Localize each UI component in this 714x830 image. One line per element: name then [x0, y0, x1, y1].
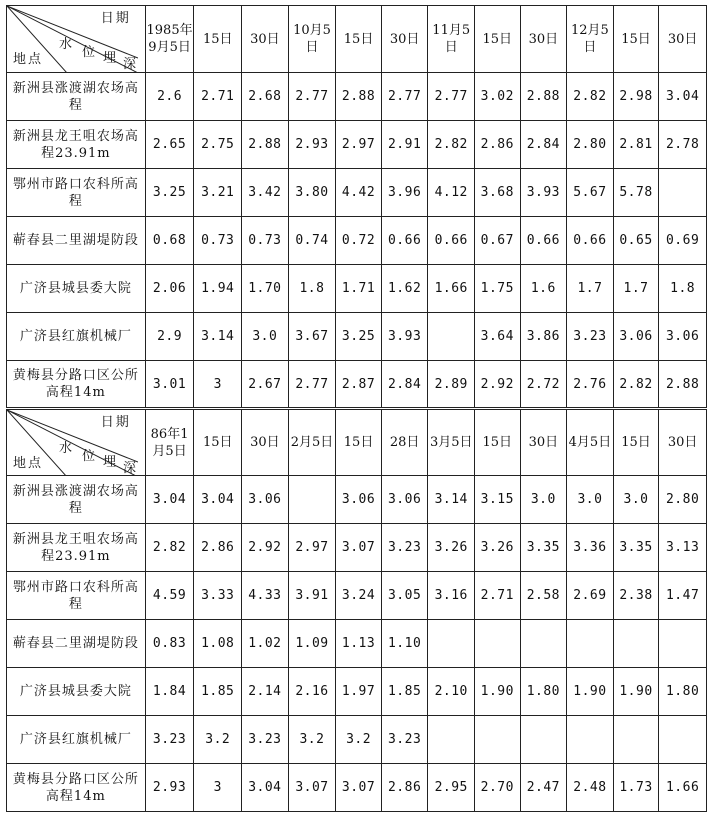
value-cell: 3.93: [520, 169, 567, 217]
header-corner-cell: [7, 409, 146, 476]
value-cell: 2.92: [475, 361, 521, 409]
value-cell: 2.81: [613, 121, 659, 169]
value-cell: 3.06: [381, 476, 428, 524]
location-cell: 广济县红旗机械厂: [7, 313, 146, 361]
value-cell: 3.42: [242, 169, 289, 217]
location-cell: 鄂州市路口农科所高程: [7, 169, 146, 217]
value-cell: 3.23: [381, 716, 428, 764]
value-cell: 3.2: [194, 716, 242, 764]
value-cell: 3.0: [520, 476, 567, 524]
value-cell: 3.23: [381, 524, 428, 572]
value-cell: 3.23: [242, 716, 289, 764]
location-cell: 黄梅县分路口区公所高程14m: [7, 764, 146, 812]
date-header-cell: 15日: [194, 6, 242, 73]
value-cell: 1.90: [567, 668, 614, 716]
date-header-cell: 30日: [520, 6, 567, 73]
value-cell: 2.89: [428, 361, 475, 409]
value-cell: 2.97: [288, 524, 336, 572]
table-row: [7, 572, 707, 620]
value-cell: 1.66: [428, 265, 475, 313]
water-table-document: [6, 5, 707, 812]
value-cell: 3.01: [145, 361, 194, 409]
value-cell: 2.91: [381, 121, 428, 169]
value-cell: 3.25: [145, 169, 194, 217]
value-cell: 0.72: [336, 217, 382, 265]
value-cell: 3.96: [381, 169, 428, 217]
value-cell: 2.86: [475, 121, 521, 169]
value-cell: 0.67: [475, 217, 521, 265]
value-cell: [428, 313, 475, 361]
location-cell: 蕲春县二里湖堤防段: [7, 620, 146, 668]
value-cell: 1.97: [336, 668, 382, 716]
value-cell: 2.9: [145, 313, 194, 361]
value-cell: 0.66: [381, 217, 428, 265]
value-cell: 3.35: [613, 524, 659, 572]
value-cell: 2.80: [659, 476, 707, 524]
value-cell: 2.93: [145, 764, 194, 812]
value-cell: 3.04: [194, 476, 242, 524]
date-header-cell: 15日: [194, 409, 242, 476]
date-header-cell: 15日: [613, 6, 659, 73]
value-cell: 2.48: [567, 764, 614, 812]
value-cell: 1.94: [194, 265, 242, 313]
value-cell: 2.82: [428, 121, 475, 169]
value-cell: 2.75: [194, 121, 242, 169]
value-cell: 2.88: [242, 121, 289, 169]
value-cell: 3.14: [428, 476, 475, 524]
value-cell: 2.6: [145, 73, 194, 121]
location-cell: 广济县红旗机械厂: [7, 716, 146, 764]
date-header-cell: 15日: [336, 409, 382, 476]
header-row: [7, 409, 707, 476]
value-cell: 1.10: [381, 620, 428, 668]
value-cell: 2.68: [242, 73, 289, 121]
value-cell: 2.88: [336, 73, 382, 121]
value-cell: 2.14: [242, 668, 289, 716]
value-cell: 2.98: [613, 73, 659, 121]
value-cell: 0.66: [567, 217, 614, 265]
header-row: [7, 6, 707, 73]
value-cell: 3: [194, 361, 242, 409]
value-cell: 3.86: [520, 313, 567, 361]
value-cell: 1.7: [613, 265, 659, 313]
value-cell: 1.09: [288, 620, 336, 668]
value-cell: 3.67: [288, 313, 336, 361]
value-cell: 3.06: [336, 476, 382, 524]
corner-bury-label: 埋: [103, 51, 117, 66]
date-header-cell: 28日: [381, 409, 428, 476]
value-cell: 0.83: [145, 620, 194, 668]
value-cell: [520, 716, 567, 764]
value-cell: 3.36: [567, 524, 614, 572]
corner-date-label: 日期: [100, 415, 131, 430]
corner-date-label: 日期: [100, 11, 131, 26]
date-header-cell: 15日: [475, 409, 521, 476]
value-cell: 1.66: [659, 764, 707, 812]
corner-depth-label: 深: [123, 461, 137, 476]
value-cell: 1.80: [520, 668, 567, 716]
value-cell: 2.71: [475, 572, 521, 620]
date-header-cell: 30日: [520, 409, 567, 476]
value-cell: 2.78: [659, 121, 707, 169]
table-row: [7, 764, 707, 812]
date-header-cell: 1985年9月5日: [145, 6, 194, 73]
corner-level-label: 位: [82, 45, 96, 60]
corner-depth-label: 深: [123, 57, 137, 72]
value-cell: 3: [194, 764, 242, 812]
date-header-cell: 15日: [613, 409, 659, 476]
value-cell: 3.68: [475, 169, 521, 217]
date-header-cell: 86年1月5日: [145, 409, 194, 476]
value-cell: 2.47: [520, 764, 567, 812]
value-cell: 2.77: [288, 73, 336, 121]
value-cell: 1.13: [336, 620, 382, 668]
groundwater-depth-table: [6, 5, 707, 812]
value-cell: 2.80: [567, 121, 614, 169]
value-cell: 1.7: [567, 265, 614, 313]
date-header-cell: 30日: [242, 6, 289, 73]
value-cell: 2.82: [567, 73, 614, 121]
value-cell: 1.90: [613, 668, 659, 716]
value-cell: 3.26: [475, 524, 521, 572]
table-row: [7, 620, 707, 668]
location-cell: 黄梅县分路口区公所高程14m: [7, 361, 146, 409]
value-cell: [428, 620, 475, 668]
value-cell: 0.66: [428, 217, 475, 265]
date-header-cell: 4月5日: [567, 409, 614, 476]
location-cell: 新洲县龙王咀农场高程23.91m: [7, 121, 146, 169]
date-header-cell: 10月5日: [288, 6, 336, 73]
value-cell: 3.05: [381, 572, 428, 620]
value-cell: 3.64: [475, 313, 521, 361]
value-cell: 3.93: [381, 313, 428, 361]
value-cell: 2.65: [145, 121, 194, 169]
value-cell: 2.84: [381, 361, 428, 409]
value-cell: 4.59: [145, 572, 194, 620]
value-cell: 1.62: [381, 265, 428, 313]
table-row: [7, 524, 707, 572]
value-cell: [567, 716, 614, 764]
value-cell: 2.06: [145, 265, 194, 313]
corner-place-label: 地点: [13, 456, 44, 471]
value-cell: 3.2: [336, 716, 382, 764]
value-cell: [659, 169, 707, 217]
value-cell: 2.72: [520, 361, 567, 409]
value-cell: 0.74: [288, 217, 336, 265]
corner-place-label: 地点: [13, 52, 44, 67]
value-cell: 3.0: [613, 476, 659, 524]
value-cell: [520, 620, 567, 668]
value-cell: 5.78: [613, 169, 659, 217]
table-row: [7, 716, 707, 764]
value-cell: 1.71: [336, 265, 382, 313]
corner-water-label: 水: [59, 37, 73, 52]
value-cell: 1.02: [242, 620, 289, 668]
value-cell: [428, 716, 475, 764]
value-cell: 0.73: [242, 217, 289, 265]
value-cell: [288, 476, 336, 524]
value-cell: 3.06: [613, 313, 659, 361]
value-cell: 2.71: [194, 73, 242, 121]
value-cell: 2.38: [613, 572, 659, 620]
value-cell: 3.06: [659, 313, 707, 361]
table-row: [7, 361, 707, 409]
value-cell: 0.68: [145, 217, 194, 265]
location-cell: 广济县城县委大院: [7, 265, 146, 313]
value-cell: 3.07: [288, 764, 336, 812]
value-cell: [475, 620, 521, 668]
value-cell: 2.16: [288, 668, 336, 716]
value-cell: 3.07: [336, 524, 382, 572]
value-cell: 3.06: [242, 476, 289, 524]
value-cell: 1.90: [475, 668, 521, 716]
value-cell: 3.04: [659, 73, 707, 121]
value-cell: [659, 716, 707, 764]
value-cell: 1.47: [659, 572, 707, 620]
value-cell: [659, 620, 707, 668]
value-cell: 2.10: [428, 668, 475, 716]
value-cell: 1.8: [659, 265, 707, 313]
value-cell: 2.82: [145, 524, 194, 572]
date-header-cell: 30日: [659, 6, 707, 73]
location-cell: 新洲县龙王咀农场高程23.91m: [7, 524, 146, 572]
value-cell: 4.42: [336, 169, 382, 217]
value-cell: 2.86: [381, 764, 428, 812]
value-cell: 2.88: [520, 73, 567, 121]
value-cell: 0.66: [520, 217, 567, 265]
value-cell: 2.84: [520, 121, 567, 169]
value-cell: 3.0: [567, 476, 614, 524]
value-cell: 3.23: [567, 313, 614, 361]
value-cell: 0.65: [613, 217, 659, 265]
value-cell: 3.35: [520, 524, 567, 572]
value-cell: 3.23: [145, 716, 194, 764]
date-header-cell: 30日: [381, 6, 428, 73]
value-cell: 1.85: [381, 668, 428, 716]
value-cell: 3.15: [475, 476, 521, 524]
corner-level-label: 位: [82, 449, 96, 464]
corner-bury-label: 埋: [103, 455, 117, 470]
value-cell: 4.33: [242, 572, 289, 620]
value-cell: 2.77: [288, 361, 336, 409]
date-header-cell: 12月5日: [567, 6, 614, 73]
date-header-cell: 11月5日: [428, 6, 475, 73]
value-cell: 1.84: [145, 668, 194, 716]
header-corner-cell: [7, 6, 146, 73]
table-row: [7, 265, 707, 313]
value-cell: 1.70: [242, 265, 289, 313]
value-cell: 3.80: [288, 169, 336, 217]
value-cell: [567, 620, 614, 668]
table-row: [7, 476, 707, 524]
location-cell: 新洲县涨渡湖农场高程: [7, 73, 146, 121]
value-cell: 1.85: [194, 668, 242, 716]
value-cell: 1.8: [288, 265, 336, 313]
value-cell: 4.12: [428, 169, 475, 217]
location-cell: 新洲县涨渡湖农场高程: [7, 476, 146, 524]
value-cell: 2.77: [381, 73, 428, 121]
value-cell: 1.75: [475, 265, 521, 313]
value-cell: 2.92: [242, 524, 289, 572]
table-row: [7, 217, 707, 265]
value-cell: 3.02: [475, 73, 521, 121]
value-cell: 1.80: [659, 668, 707, 716]
value-cell: 3.16: [428, 572, 475, 620]
table-row: [7, 121, 707, 169]
value-cell: 0.69: [659, 217, 707, 265]
value-cell: 2.97: [336, 121, 382, 169]
value-cell: 2.87: [336, 361, 382, 409]
value-cell: 3.0: [242, 313, 289, 361]
value-cell: 1.6: [520, 265, 567, 313]
value-cell: 2.95: [428, 764, 475, 812]
value-cell: 3.21: [194, 169, 242, 217]
value-cell: 3.07: [336, 764, 382, 812]
value-cell: 0.73: [194, 217, 242, 265]
value-cell: 5.67: [567, 169, 614, 217]
value-cell: 2.88: [659, 361, 707, 409]
value-cell: 2.67: [242, 361, 289, 409]
date-header-cell: 30日: [242, 409, 289, 476]
value-cell: 2.76: [567, 361, 614, 409]
value-cell: 3.13: [659, 524, 707, 572]
value-cell: [613, 620, 659, 668]
location-cell: 蕲春县二里湖堤防段: [7, 217, 146, 265]
value-cell: 2.82: [613, 361, 659, 409]
value-cell: 3.26: [428, 524, 475, 572]
date-header-cell: 2月5日: [288, 409, 336, 476]
location-cell: 鄂州市路口农科所高程: [7, 572, 146, 620]
location-cell: 广济县城县委大院: [7, 668, 146, 716]
value-cell: 3.14: [194, 313, 242, 361]
date-header-cell: 3月5日: [428, 409, 475, 476]
table-row: [7, 73, 707, 121]
table-row: [7, 313, 707, 361]
value-cell: 1.73: [613, 764, 659, 812]
value-cell: 3.33: [194, 572, 242, 620]
date-header-cell: 15日: [336, 6, 382, 73]
value-cell: 2.58: [520, 572, 567, 620]
value-cell: 1.08: [194, 620, 242, 668]
date-header-cell: 15日: [475, 6, 521, 73]
corner-water-label: 水: [59, 441, 73, 456]
value-cell: [475, 716, 521, 764]
value-cell: 2.86: [194, 524, 242, 572]
value-cell: 3.04: [145, 476, 194, 524]
value-cell: 2.69: [567, 572, 614, 620]
value-cell: 2.93: [288, 121, 336, 169]
value-cell: 3.91: [288, 572, 336, 620]
table-row: [7, 668, 707, 716]
value-cell: 3.24: [336, 572, 382, 620]
value-cell: [613, 716, 659, 764]
value-cell: 2.77: [428, 73, 475, 121]
table-row: [7, 169, 707, 217]
value-cell: 3.2: [288, 716, 336, 764]
value-cell: 3.25: [336, 313, 382, 361]
date-header-cell: 30日: [659, 409, 707, 476]
value-cell: 2.70: [475, 764, 521, 812]
value-cell: 3.04: [242, 764, 289, 812]
